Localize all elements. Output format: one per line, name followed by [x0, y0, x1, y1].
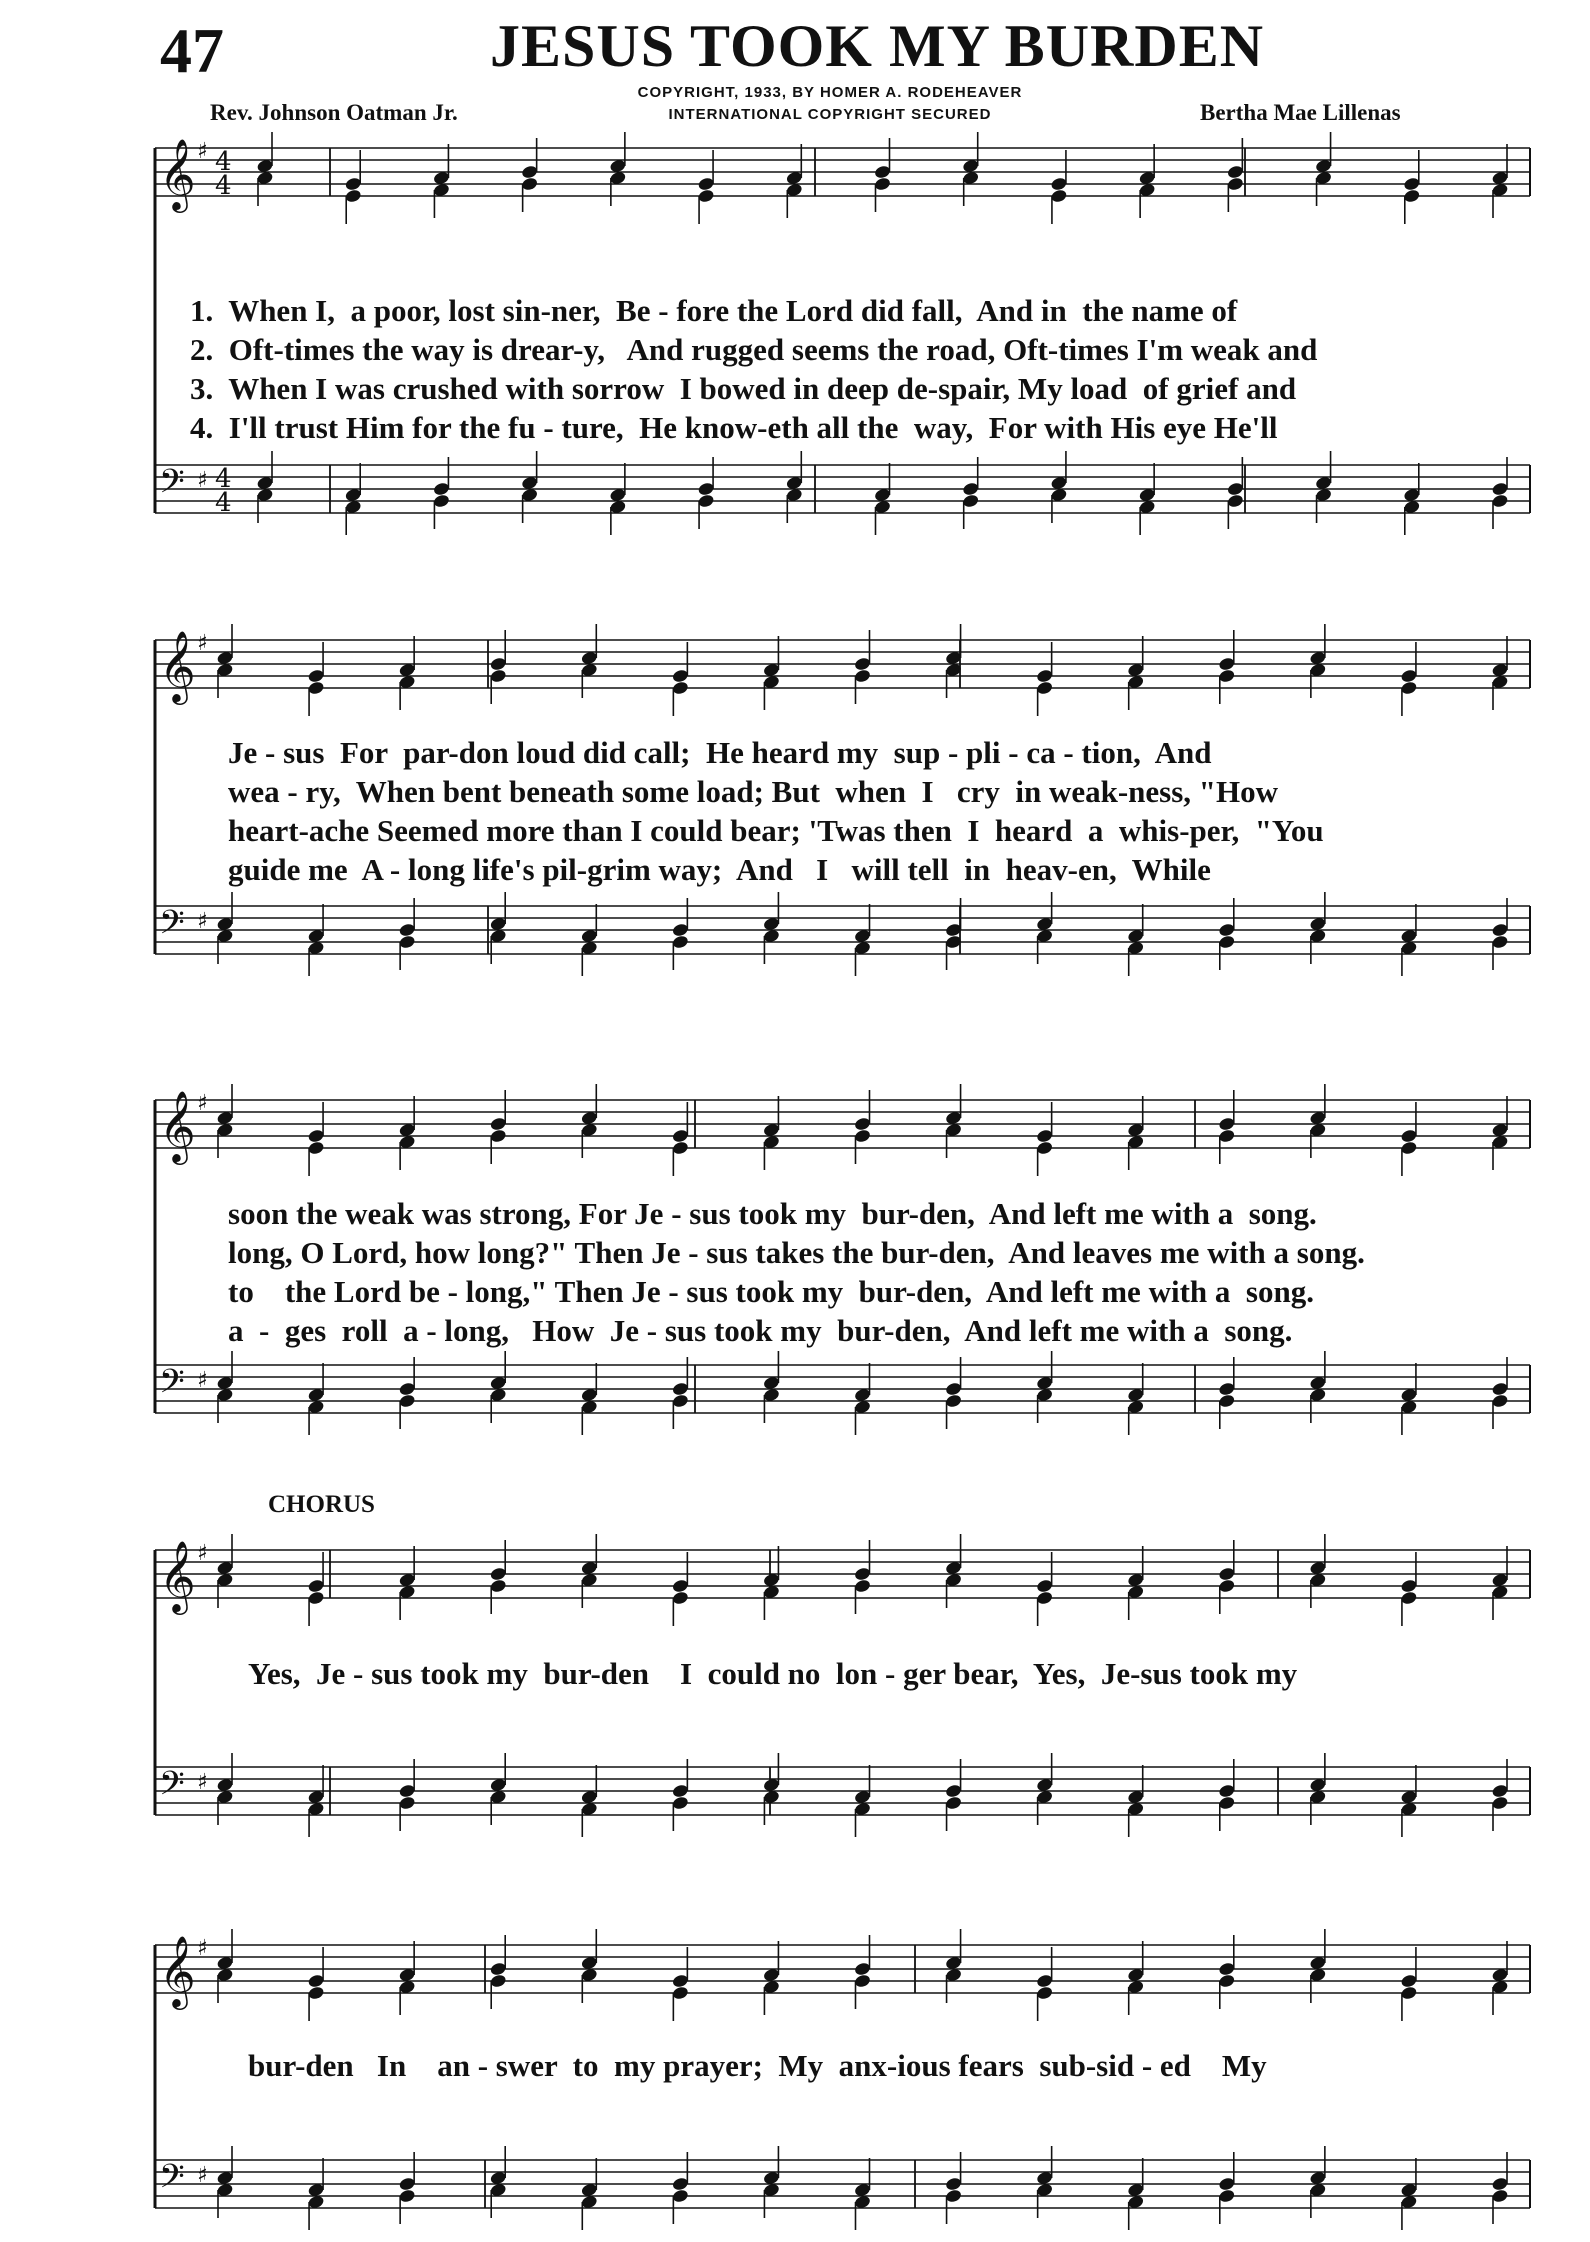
- bass-clef-icon: 𝄢: [159, 1765, 185, 1811]
- key-sharp-icon: ♯: [197, 1368, 208, 1393]
- treble-clef-icon: 𝄞: [159, 1089, 196, 1162]
- lyric-line: 1. When I, a poor, lost sin-ner, Be - fore the Lord did fall, And in the name of: [190, 293, 1238, 328]
- time-sig-top: 4: [215, 464, 232, 494]
- lyric-line: bur-den In an - swer to my prayer; My anx-ious fears sub-sid - ed My: [248, 2048, 1267, 2083]
- time-sig-bottom: 4: [215, 171, 232, 201]
- lyric-line: heart-ache Seemed more than I could bear; 'Twas then I heard a whis-per, "You: [228, 813, 1324, 848]
- lyric-line: 4. I'll trust Him for the fu - ture, He know-eth all the way, For with His eye He'll: [190, 410, 1278, 445]
- treble-clef-icon: 𝄞: [159, 629, 196, 702]
- time-sig-top: 4: [215, 147, 232, 177]
- lyric-line: Yes, Je - sus took my bur-den I could no lon - ger bear, Yes, Je-sus took my: [248, 1656, 1298, 1691]
- copyright-secured: INTERNATIONAL COPYRIGHT SECURED: [668, 106, 992, 123]
- bass-clef-icon: 𝄢: [159, 1363, 185, 1409]
- lyric-line: wea - ry, When bent beneath some load; But when I cry in weak-ness, "How: [228, 774, 1279, 809]
- key-sharp-icon: ♯: [197, 468, 208, 493]
- bass-clef-icon: 𝄢: [159, 904, 185, 950]
- lyric-line: long, O Lord, how long?" Then Je - sus takes the bur-den, And leaves me with a song.: [228, 1235, 1365, 1270]
- bass-clef-icon: 𝄢: [159, 463, 185, 509]
- key-sharp-icon: ♯: [197, 1936, 208, 1961]
- lyric-line: to the Lord be - long," Then Je - sus took my bur-den, And left me with a song.: [228, 1274, 1314, 1309]
- lyric-line: soon the weak was strong, For Je - sus took my bur-den, And left me with a song.: [228, 1196, 1317, 1231]
- lyric-line: a - ges roll a - long, How Je - sus took my bur-den, And left me with a song.: [228, 1313, 1293, 1348]
- lyric-line: 2. Oft-times the way is drear-y, And rugged seems the road, Oft-times I'm weak and: [190, 332, 1318, 367]
- composer-credit: Bertha Mae Lillenas: [1200, 100, 1401, 125]
- key-sharp-icon: ♯: [197, 139, 208, 164]
- bass-clef-icon: 𝄢: [159, 2158, 185, 2204]
- key-sharp-icon: ♯: [197, 1091, 208, 1116]
- treble-clef-icon: 𝄞: [159, 137, 196, 210]
- lyric-line: 3. When I was crushed with sorrow I bowed in deep de-spair, My load of grief and: [190, 371, 1297, 406]
- copyright-notice: COPYRIGHT, 1933, BY HOMER A. RODEHEAVER: [637, 84, 1023, 101]
- key-sharp-icon: ♯: [197, 909, 208, 934]
- hymn-title: JESUS TOOK MY BURDEN: [490, 13, 1265, 79]
- chorus-label: CHORUS: [268, 1491, 375, 1518]
- key-sharp-icon: ♯: [197, 2163, 208, 2188]
- treble-clef-icon: 𝄞: [159, 1539, 196, 1612]
- key-sharp-icon: ♯: [197, 1770, 208, 1795]
- key-sharp-icon: ♯: [197, 631, 208, 656]
- lyricist-credit: Rev. Johnson Oatman Jr.: [210, 100, 458, 125]
- time-sig-bottom: 4: [215, 488, 232, 518]
- lyric-line: guide me A - long life's pil-grim way; And I will tell in heav-en, While: [228, 852, 1211, 887]
- key-sharp-icon: ♯: [197, 1541, 208, 1566]
- treble-clef-icon: 𝄞: [159, 1934, 196, 2007]
- hymn-number: 47: [160, 15, 224, 86]
- lyric-line: Je - sus For par-don loud did call; He heard my sup - pli - ca - tion, And: [228, 735, 1212, 770]
